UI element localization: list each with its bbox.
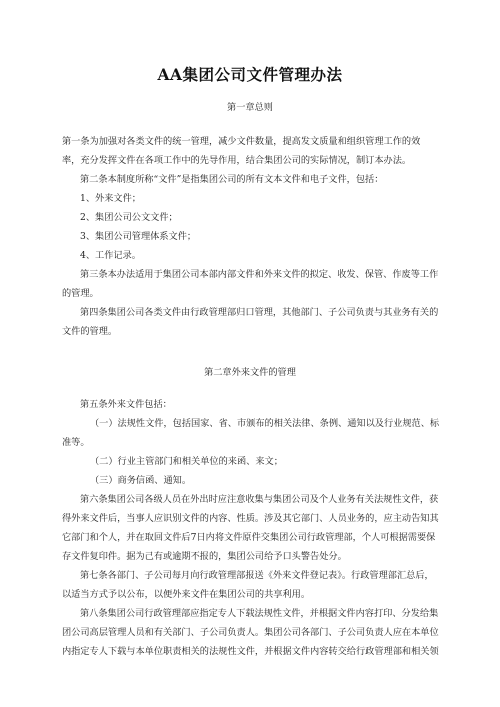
- paragraph-line: 文件的管理。: [62, 326, 118, 337]
- chapter-2-heading: 第二章外来文件的管理: [204, 367, 296, 378]
- paragraph-line: 第五条外来文件包括：: [80, 399, 172, 410]
- paragraph-line: 第一条为加强对各类文件的统一管理，减少文件数量，提高发文质量和组织管理工作的效: [62, 136, 421, 147]
- list-item: 4、工作记录。: [80, 250, 141, 261]
- document-title: AA集团公司文件管理办法: [157, 65, 343, 84]
- paragraph-line: 内指定专人下载与本单位职责相关的法规性文件，并根据文件内容转交给行政管理部和相关领: [62, 646, 439, 657]
- paragraph-line: 第六条集团公司各级人员在外出时应注意收集与集团公司及个人业务有关法规性文件，获: [80, 494, 439, 505]
- paragraph-line: 的管理。: [62, 288, 99, 299]
- paragraph-line: 团公司高层管理人员和有关部门、子公司负责人。集团公司各部门、子公司负责人应在本单位: [62, 627, 439, 638]
- chapter-1-heading: 第一章总则: [227, 102, 273, 113]
- paragraph-line: 率，充分发挥文件在各项工作中的先导作用，结合集团公司的实际情况，制订本办法。: [62, 155, 412, 166]
- list-item: （三）商务信函、通知。: [90, 475, 192, 486]
- list-item: 2、集团公司公文文件；: [80, 212, 178, 223]
- paragraph-line: 第三条本办法适用于集团公司本部内部文件和外来文件的拟定、收发、保管、作废等工作: [80, 269, 439, 280]
- paragraph-line: 以适当方式予以公布，以便外来文件在集团公司的共享利用。: [62, 589, 311, 600]
- paragraph-line: 准等。: [62, 437, 90, 448]
- paragraph-line: 第七条各部门、子公司每月向行政管理部报送《外来文件登记表》。行政管理部汇总后，: [80, 570, 434, 581]
- paragraph-line: 它部门和个人，并在取回文件后7日内将文件原件交集团公司行政管理部，个人可根据需要保: [62, 532, 436, 543]
- paragraph-line: 存文件复印件。据为己有或逾期不报的，集团公司给予口头警告处分。: [62, 551, 347, 562]
- list-item: 1、外来文件；: [80, 193, 141, 204]
- paragraph-line: 得外来文件后，当事人应识别文件的内容、性质。涉及其它部门、人员业务的，应主动告知其: [62, 513, 439, 524]
- paragraph-line: 第二条本制度所称“文件”是指集团公司的所有文本文件和电子文件，包括：: [80, 174, 384, 185]
- list-item: （二）行业主管部门和相关单位的来函、来文；: [90, 456, 283, 467]
- list-item: （一）法规性文件，包括国家、省、市颁布的相关法律、条例、通知以及行业规范、标: [90, 418, 440, 429]
- paragraph-line: 第四条集团公司各类文件由行政管理部归口管理，其他部门、子公司负责与其业务有关的: [80, 307, 439, 318]
- paragraph-line: 第八条集团公司行政管理部应指定专人下载法规性文件，并根据文件内容打印、分发给集: [80, 608, 439, 619]
- list-item: 3、集团公司管理体系文件；: [80, 231, 197, 242]
